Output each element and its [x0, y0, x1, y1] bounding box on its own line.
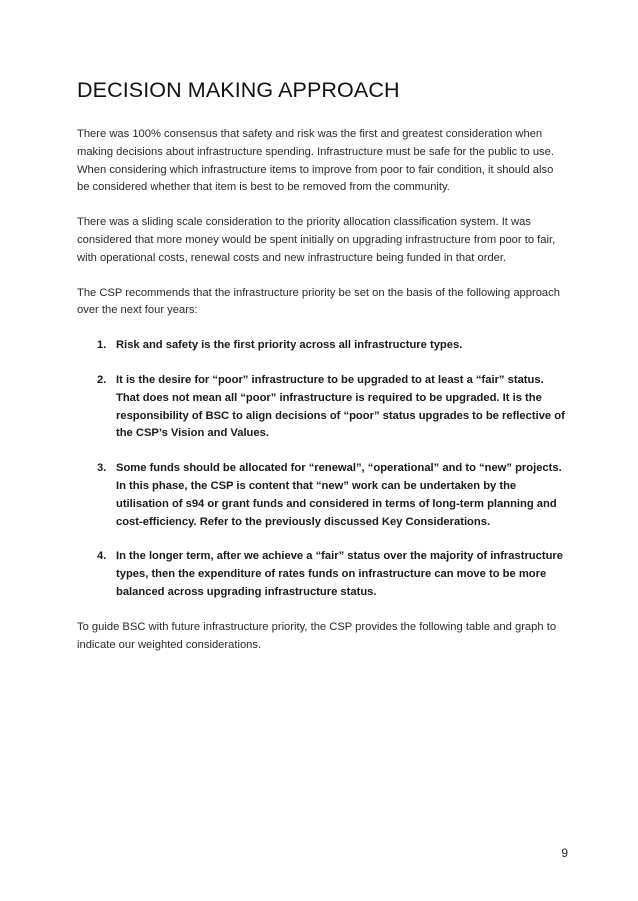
- list-item-text: Risk and safety is the first priority across all infrastructure types.: [116, 339, 463, 352]
- document-body: [77, 126, 567, 671]
- page-number: 9: [561, 846, 568, 860]
- list-item: [77, 548, 567, 601]
- page-title: DECISION MAKING APPROACH: [77, 78, 400, 102]
- list-item: [77, 372, 567, 443]
- list-item-number: 3.: [97, 462, 107, 475]
- list-item-text: It is the desire for “poor” infrastructure to be upgraded to at least a “fair” status. That does not mean all “poor” infrastructure is required to be upgraded. It is the responsibility of BSC to align decisions of “poor” status upgrades to be reflective of the CSP’s Vision and Values.: [116, 373, 565, 440]
- list-item-number: 2.: [97, 373, 107, 386]
- list-item: [77, 460, 567, 531]
- list-item: [77, 337, 567, 355]
- paragraph-csp-recommendation-intro: The CSP recommends that the infrastructure priority be set on the basis of the following approach over the next four years:: [77, 286, 560, 317]
- list-item-number: 4.: [97, 550, 107, 563]
- list-item-number: 1.: [97, 339, 107, 352]
- list-item-text: In the longer term, after we achieve a “fair” status over the majority of infrastructure types, then the expenditure of rates funds on infrastructure can move to be more balanced across upgrading infrastructure status.: [116, 550, 564, 598]
- recommendations-list: [77, 337, 567, 602]
- list-item-text: Some funds should be allocated for “renewal”, “operational” and to “new” projects. In this phase, the CSP is content that “new” work can be undertaken by the utilisation of s94 or grant funds and considered in terms of long-term planning and cost-efficiency. Refer to the previously discussed Key Considerations.: [116, 462, 562, 528]
- paragraph-sliding-scale: There was a sliding scale consideration to the priority allocation classification system. It was considered that more money would be spent initially on upgrading infrastructure from poor to fair, with operational costs, renewal costs and new infrastructure being funded in that order.: [77, 216, 556, 264]
- paragraph-closing: To guide BSC with future infrastructure priority, the CSP provides the following table and graph to indicate our weighted considerations.: [77, 620, 557, 651]
- paragraph-safety-consensus: There was 100% consensus that safety and risk was the first and greatest consideration when making decisions about infrastructure spending. Infrastructure must be safe for the public to use. When considering which infrastructure items to improve from poor to fair condition, it should also be considered whether that item is best to be removed from the community.: [77, 128, 554, 194]
